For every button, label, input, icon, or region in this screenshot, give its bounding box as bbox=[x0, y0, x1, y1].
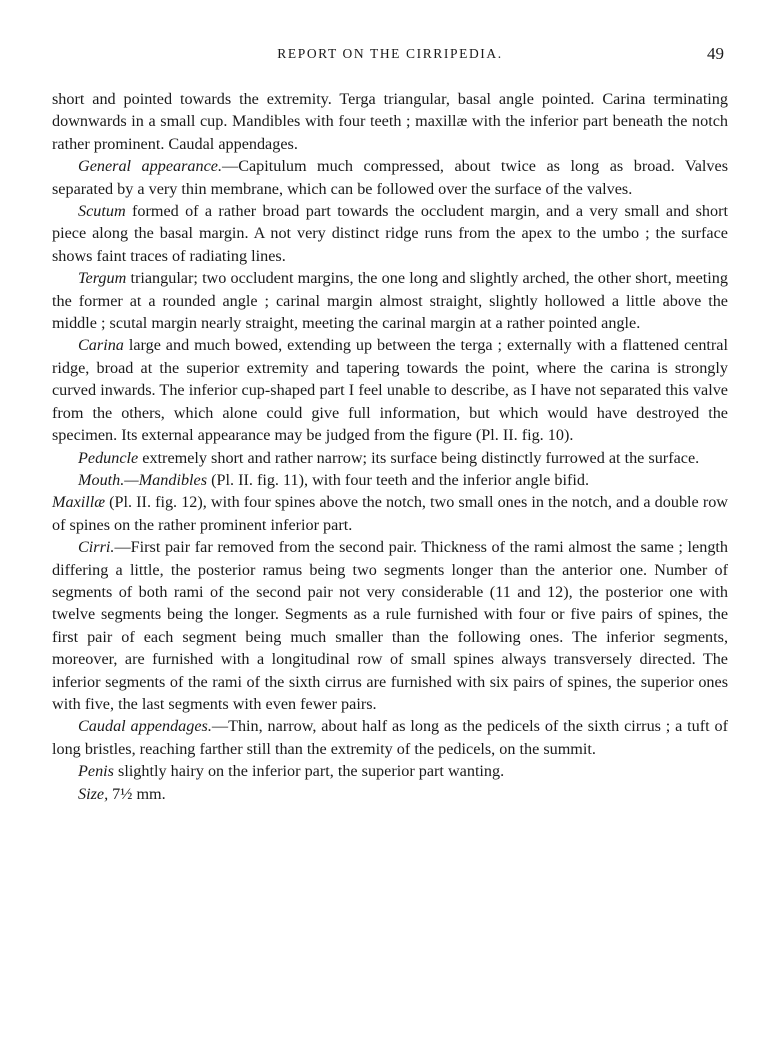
paragraph bbox=[52, 491, 728, 536]
paragraph-text: (Pl. II. fig. 12), with four spines above the notch, two small ones in the notch, and a double row of spines on the rather prominent inferior part. bbox=[52, 493, 728, 534]
running-title: REPORT ON THE CIRRIPEDIA. bbox=[277, 46, 503, 61]
paragraph-text: formed of a rather broad part towards the occludent margin, and a very small and short piece along the basal margin. A not very distinct ridge runs from the apex to the umbo ; the surface shows faint traces of radiating lines. bbox=[52, 202, 728, 265]
paragraph-lead: Tergum bbox=[78, 269, 127, 288]
paragraph-text: short and pointed towards the extremity. Terga triangular, basal angle pointed. Carina terminating downwards in a small cup. Mandibles with four teeth ; maxillæ with the inferior part beneath the notch rather prominent. Caudal appendages. bbox=[52, 90, 728, 153]
paragraph-text: —Thin, narrow, about half as long as the pedicels of the sixth cirrus ; a tuft of long bristles, reaching farther still than the extremity of the pedicels, on the summit. bbox=[52, 717, 728, 758]
paragraph bbox=[52, 334, 728, 446]
paragraph bbox=[52, 155, 728, 200]
paragraph bbox=[52, 88, 728, 155]
paragraph-text: 7½ mm. bbox=[108, 784, 166, 803]
paragraph-lead: Carina bbox=[78, 336, 124, 355]
paragraph-text: —Capitulum much compressed, about twice as long as broad. Valves separated by a very thin membrane, which can be followed over the surface of the valves. bbox=[52, 157, 728, 198]
paragraph-lead: Maxillæ bbox=[52, 493, 106, 512]
paragraph bbox=[52, 536, 728, 715]
paragraph bbox=[52, 200, 728, 267]
body-text bbox=[52, 88, 728, 805]
paragraph-lead: Penis bbox=[78, 762, 114, 781]
paragraph-text: large and much bowed, extending up between the terga ; externally with a flattened central ridge, broad at the superior extremity and tapering towards the point, where the carina is strongly curved inwards. The inferior cup-shaped part I feel unable to describe, as I have not separated this valve from the others, which alone could give full information, but which would have destroyed the specimen. Its external appearance may be judged from the figure (Pl. II. fig. 10). bbox=[52, 336, 728, 445]
paragraph bbox=[52, 447, 728, 469]
paragraph-lead: Peduncle bbox=[78, 448, 139, 467]
paragraph-text: extremely short and rather narrow; its surface being distinctly furrowed at the surface. bbox=[138, 448, 700, 467]
paragraph-text: slightly hairy on the inferior part, the superior part wanting. bbox=[113, 762, 505, 781]
paragraph bbox=[52, 267, 728, 334]
paragraph-lead: Scutum bbox=[78, 202, 126, 221]
paragraph bbox=[52, 715, 728, 760]
paragraph-text: (Pl. II. fig. 11), with four teeth and the inferior angle bifid. bbox=[207, 470, 589, 489]
paragraph bbox=[52, 469, 728, 491]
paragraph-lead: Cirri. bbox=[78, 538, 115, 557]
paragraph-text: triangular; two occludent margins, the one long and slightly arched, the other short, meeting the former at a rounded angle ; carinal margin almost straight, slightly hollowed a little above the middle ; scutal margin nearly straight, meeting the carinal margin at a rather pointed angle. bbox=[52, 269, 728, 333]
paragraph-text: —First pair far removed from the second pair. Thickness of the rami almost the same ; length differing a little, the posterior ramus being two segments longer than the anterior one. Number of segments of both rami of the second pair not very considerable (11 and 12), the posterior one with twelve segments being the longer. Segments as a rule furnished with four or five pairs of spines, the first pair of each segment being much smaller than the following ones. The inferior segments, moreover, are furnished with a longitudinal row of small spines always transversely directed. The inferior segments of the rami of the sixth cirrus are furnished with six pairs of spines, the superior ones with five, the last segments with even fewer pairs. bbox=[52, 538, 728, 713]
page-number: 49 bbox=[707, 44, 724, 63]
page-header bbox=[52, 44, 728, 66]
paragraph-lead: General appearance. bbox=[78, 157, 223, 176]
paragraph bbox=[52, 783, 728, 805]
paragraph-lead: Caudal appendages. bbox=[78, 717, 212, 736]
paragraph-lead: Mouth.—Mandibles bbox=[78, 470, 208, 489]
paragraph-lead: Size, bbox=[78, 784, 109, 803]
paragraph bbox=[52, 760, 728, 782]
